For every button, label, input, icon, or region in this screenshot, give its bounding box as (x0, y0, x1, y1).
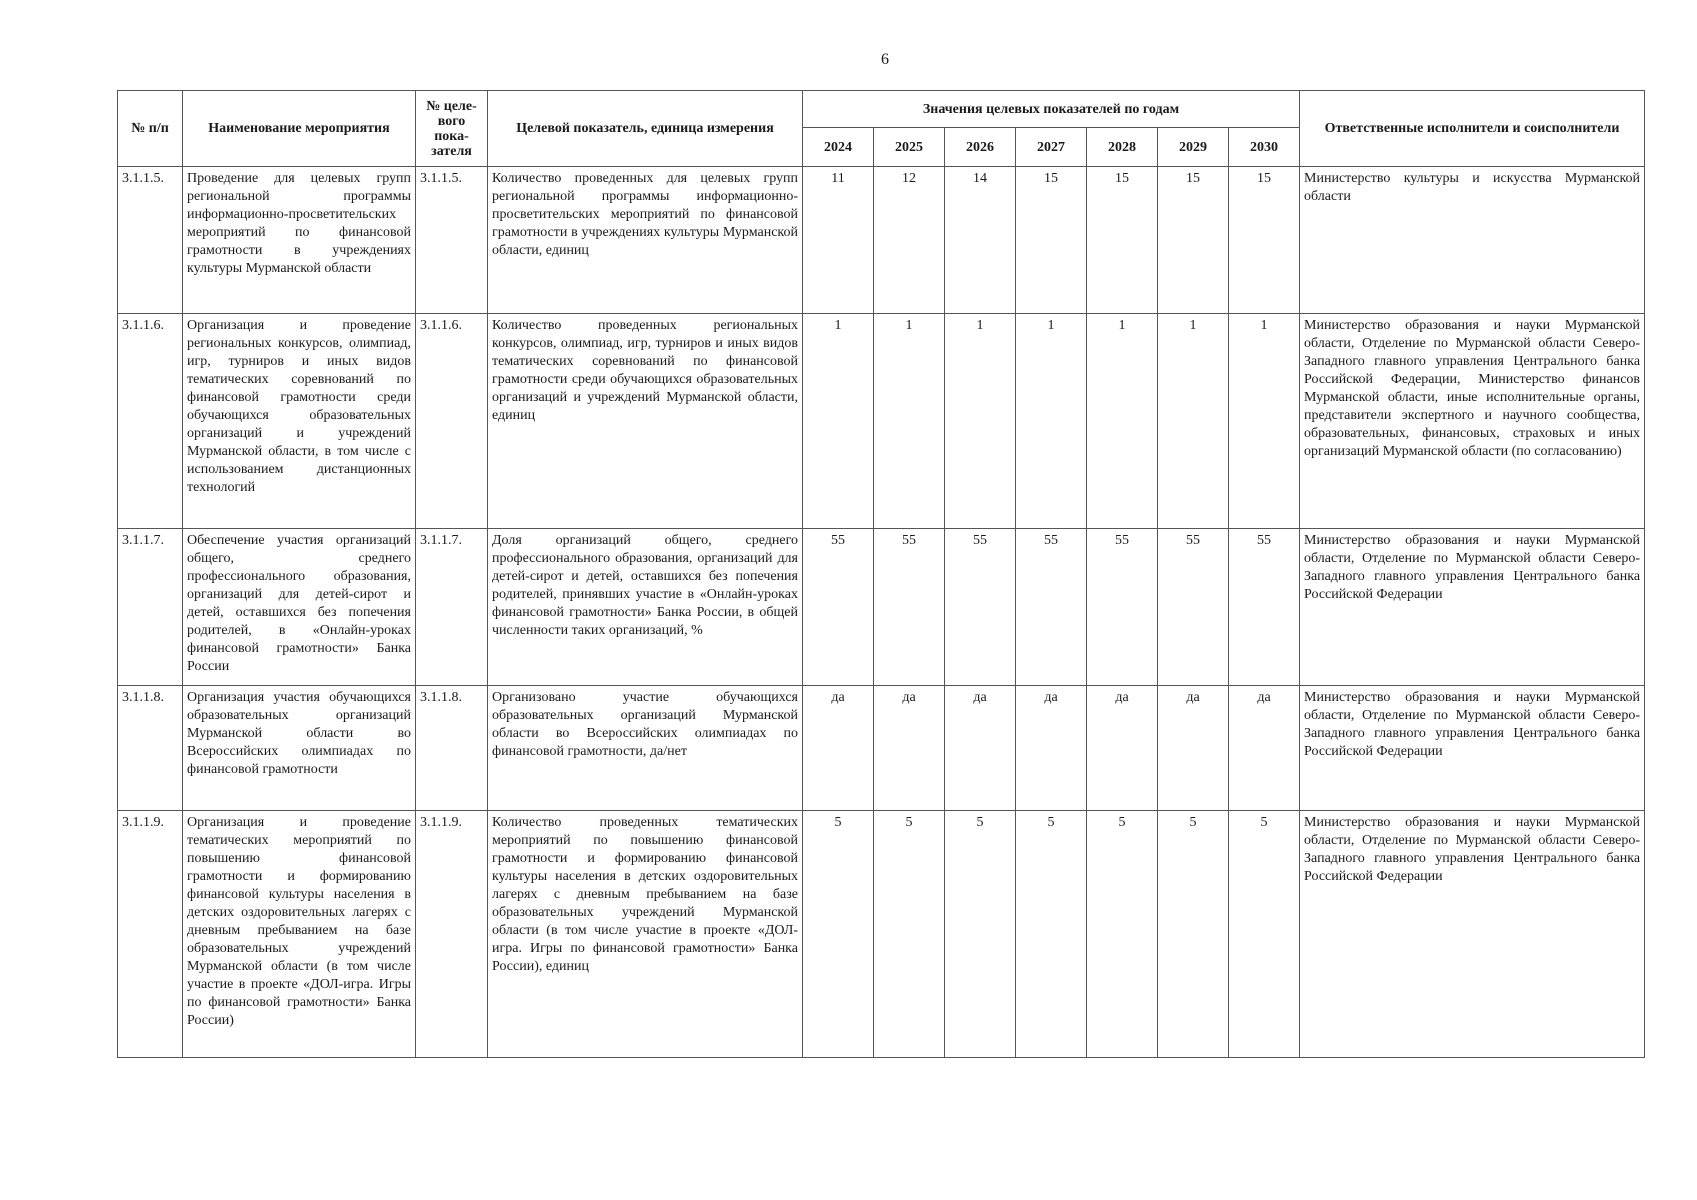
row-responsible: Министерство культуры и искусства Мурманской области (1300, 167, 1645, 314)
row-num: 3.1.1.5. (118, 167, 183, 314)
row-indicator: Количество проведенных тематических мероприятий по повышению финансовой грамотности и формированию финансовой культуры населения в детских оздоровительных лагерях с дневным пребыванием на базе образовательных учреждений Мурманской области (в том числе участие в проекте «ДОЛ-игра. Игры по финансовой грамотности» Банка России), единиц (488, 811, 803, 1058)
row-value: 55 (874, 529, 945, 686)
row-code: 3.1.1.5. (416, 167, 488, 314)
table-row (118, 314, 1645, 529)
row-value: 15 (1229, 167, 1300, 314)
row-value: да (874, 686, 945, 811)
row-code: 3.1.1.7. (416, 529, 488, 686)
row-value: 5 (945, 811, 1016, 1058)
row-indicator: Количество проведенных региональных конкурсов, олимпиад, игр, турниров и иных видов тематических соревнований по финансовой грамотности среди обучающихся образовательных организаций и учреждений Мурманской области, единиц (488, 314, 803, 529)
header-responsible: Ответственные исполнители и соисполнители (1300, 91, 1645, 167)
table-row (118, 529, 1645, 686)
header-year: 2026 (945, 128, 1016, 167)
row-code: 3.1.1.9. (416, 811, 488, 1058)
row-value: 1 (874, 314, 945, 529)
row-responsible: Министерство образования и науки Мурманской области, Отделение по Мурманской области Северо-Западного главного управления Центрального банка Российской Федерации (1300, 686, 1645, 811)
header-year: 2027 (1016, 128, 1087, 167)
row-value: да (1158, 686, 1229, 811)
row-value: 1 (1229, 314, 1300, 529)
row-value: 5 (1016, 811, 1087, 1058)
row-value: 1 (1158, 314, 1229, 529)
page-number: 6 (881, 51, 889, 68)
row-value: 12 (874, 167, 945, 314)
table-row (118, 167, 1645, 314)
row-event: Организация и проведение тематических мероприятий по повышению финансовой грамотности и формированию финансовой культуры населения в детских оздоровительных лагерях с дневным пребыванием на базе образовательных учреждений Мурманской области (в том числе участие в проекте «ДОЛ-игра. Игры по финансовой грамотности» Банка России) (183, 811, 416, 1058)
row-value: 55 (1158, 529, 1229, 686)
row-value: 5 (1158, 811, 1229, 1058)
row-responsible: Министерство образования и науки Мурманской области, Отделение по Мурманской области Северо-Западного главного управления Центрального банка Российской Федерации (1300, 529, 1645, 686)
header-year: 2030 (1229, 128, 1300, 167)
header-event: Наименование мероприятия (183, 91, 416, 167)
row-value: 5 (874, 811, 945, 1058)
row-value: 5 (1087, 811, 1158, 1058)
row-value: 55 (945, 529, 1016, 686)
row-num: 3.1.1.6. (118, 314, 183, 529)
row-value: 14 (945, 167, 1016, 314)
header-indicator: Целевой показатель, единица измерения (488, 91, 803, 167)
row-num: 3.1.1.7. (118, 529, 183, 686)
row-event: Проведение для целевых групп региональной программы информационно-просветительских мероприятий по финансовой грамотности в учреждениях культуры Мурманской области (183, 167, 416, 314)
row-value: да (803, 686, 874, 811)
row-indicator: Количество проведенных для целевых групп региональной программы информационно-просветительских мероприятий по финансовой грамотности в учреждениях культуры Мурманской области, единиц (488, 167, 803, 314)
row-value: 1 (1087, 314, 1158, 529)
row-value: да (1016, 686, 1087, 811)
header-year: 2025 (874, 128, 945, 167)
row-value: 55 (1016, 529, 1087, 686)
table-header (118, 91, 1645, 167)
row-indicator: Доля организаций общего, среднего профессионального образования, организаций для детей-сирот и детей, оставшихся без попечения родителей, принявших участие в «Онлайн-уроках финансовой грамотности» Банка России, в общей численности таких организаций, % (488, 529, 803, 686)
row-value: да (1087, 686, 1158, 811)
row-value: 5 (1229, 811, 1300, 1058)
row-value: 55 (1229, 529, 1300, 686)
row-value: 5 (803, 811, 874, 1058)
row-value: 15 (1087, 167, 1158, 314)
target-indicators-table (117, 90, 1645, 1058)
row-num: 3.1.1.9. (118, 811, 183, 1058)
row-event: Обеспечение участия организаций общего, среднего профессионального образования, организаций для детей-сирот и детей, оставшихся без попечения родителей, в «Онлайн-уроках финансовой грамотности» Банка России (183, 529, 416, 686)
row-num: 3.1.1.8. (118, 686, 183, 811)
row-value: 15 (1158, 167, 1229, 314)
row-responsible: Министерство образования и науки Мурманской области, Отделение по Мурманской области Северо-Западного главного управления Центрального банка Российской Федерации (1300, 811, 1645, 1058)
row-event: Организация и проведение региональных конкурсов, олимпиад, игр, турниров и иных видов тематических соревнований по финансовой грамотности среди обучающихся образовательных организаций и учреждений Мурманской области, в том числе с использованием дистанционных технологий (183, 314, 416, 529)
header-num: № п/п (118, 91, 183, 167)
row-value: 11 (803, 167, 874, 314)
row-value: 15 (1016, 167, 1087, 314)
table-row (118, 686, 1645, 811)
row-value: 1 (1016, 314, 1087, 529)
row-value: 55 (803, 529, 874, 686)
header-code: № целе-вого пока-зателя (416, 91, 488, 167)
header-year: 2029 (1158, 128, 1229, 167)
header-years-group: Значения целевых показателей по годам (803, 91, 1300, 128)
row-value: да (945, 686, 1016, 811)
row-value: да (1229, 686, 1300, 811)
header-year: 2024 (803, 128, 874, 167)
row-indicator: Организовано участие обучающихся образовательных организаций Мурманской области во Всероссийских олимпиадах по финансовой грамотности, да/нет (488, 686, 803, 811)
row-value: 1 (803, 314, 874, 529)
row-value: 55 (1087, 529, 1158, 686)
row-code: 3.1.1.6. (416, 314, 488, 529)
table-row (118, 811, 1645, 1058)
row-code: 3.1.1.8. (416, 686, 488, 811)
row-event: Организация участия обучающихся образовательных организаций Мурманской области во Всероссийских олимпиадах по финансовой грамотности (183, 686, 416, 811)
header-year: 2028 (1087, 128, 1158, 167)
row-responsible: Министерство образования и науки Мурманской области, Отделение по Мурманской области Северо-Западного главного управления Центрального банка Российской Федерации, Министерство финансов Мурманской области, иные исполнительные органы, представители экспертного и научного сообщества, образовательных, финансовых, страховых и иных организаций Мурманской области (по согласованию) (1300, 314, 1645, 529)
row-value: 1 (945, 314, 1016, 529)
